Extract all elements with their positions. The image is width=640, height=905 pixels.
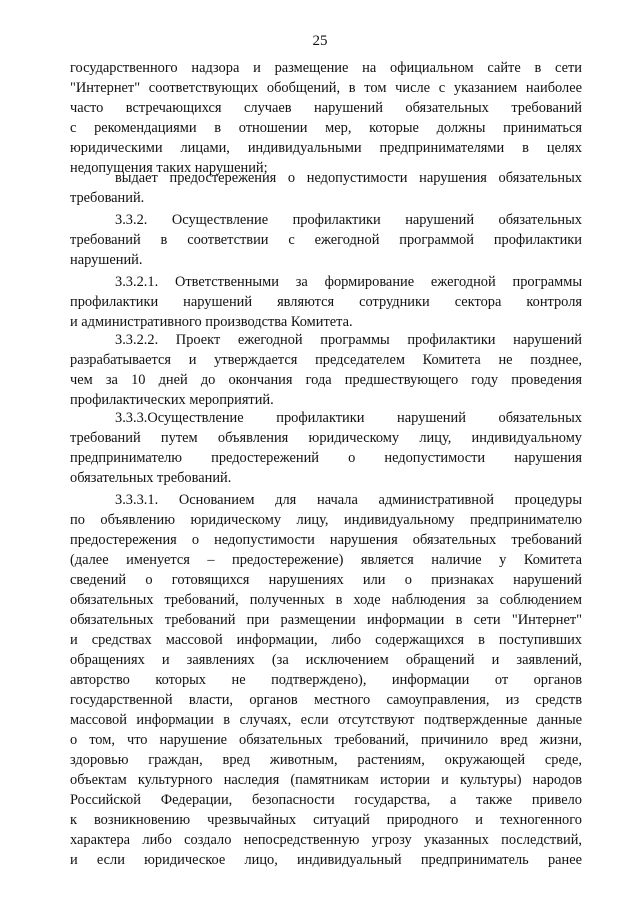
text-line: 3.3.2. Осуществление профилактики нарушений обязательных	[115, 212, 582, 228]
text-line: требований.	[70, 190, 145, 206]
text-line: требований путем объявления юридическому лицу, индивидуальному	[70, 430, 582, 446]
text-line: обращениях и заявлениях (за исключением обращений и заявлений,	[70, 652, 582, 668]
text-line: и средствах массовой информации, либо содержащихся в поступивших	[70, 632, 582, 648]
text-line: обязательных требований, полученных в ходе наблюдения за соблюдением	[70, 592, 582, 608]
text-line: юридическими лицами, индивидуальными предпринимателями в целях	[70, 140, 582, 156]
text-line: чем за 10 дней до окончания года предшествующего году проведения	[70, 372, 582, 388]
text-line: авторство которых не подтверждено), информации от органов	[70, 672, 582, 688]
page-number: 25	[312, 33, 328, 49]
text-line: по объявлению юридическому лицу, индивидуальному предпринимателю	[70, 512, 582, 528]
text-line: требований в соответствии с ежегодной программой профилактики	[70, 232, 582, 248]
text-line: здоровью граждан, вред животным, растениям, окружающей среде,	[70, 752, 582, 768]
text-line: 3.3.2.1. Ответственными за формирование ежегодной программы	[115, 274, 582, 290]
text-line: недопущения таких нарушений;	[70, 160, 268, 176]
text-line: предпринимателю предостережений о недопустимости нарушения	[70, 450, 582, 466]
text-line: о том, что нарушение обязательных требований, причинило вред жизни,	[70, 732, 582, 748]
text-line: 3.3.3.1. Основанием для начала административной процедуры	[115, 492, 582, 508]
text-line: (далее именуется – предостережение) является наличие у Комитета	[70, 552, 582, 568]
text-line: предостережения о недопустимости нарушения обязательных требований	[70, 532, 582, 548]
text-line: Российской Федерации, безопасности государства, а также привело	[70, 792, 582, 808]
text-line: и административного производства Комитета.	[70, 314, 353, 330]
text-line: профилактики нарушений являются сотрудники сектора контроля	[70, 294, 582, 310]
text-line: характера либо создало непосредственную угрозу указанных последствий,	[70, 832, 582, 848]
text-line: обязательных требований при размещении информации в сети "Интернет"	[70, 612, 582, 628]
text-line: массовой информации в случаях, если отсутствуют подтвержденные данные	[70, 712, 582, 728]
text-line: сведений о готовящихся нарушениях или о признаках нарушений	[70, 572, 582, 588]
text-line: "Интернет" соответствующих обобщений, в том числе с указанием наиболее	[70, 80, 582, 96]
text-line: с рекомендациями в отношении мер, которые должны приниматься	[70, 120, 582, 136]
text-line: и если юридическое лицо, индивидуальный предприниматель ранее	[70, 852, 582, 868]
text-line: государственной власти, органов местного самоуправления, из средств	[70, 692, 582, 708]
text-line: к возникновению чрезвычайных ситуаций природного и техногенного	[70, 812, 582, 828]
text-line: нарушений.	[70, 252, 143, 268]
text-line: объектам культурного наследия (памятникам истории и культуры) народов	[70, 772, 582, 788]
text-line: разрабатывается и утверждается председателем Комитета не позднее,	[70, 352, 582, 368]
text-line: государственного надзора и размещение на официальном сайте в сети	[70, 60, 582, 76]
text-line: выдает предостережения о недопустимости нарушения обязательных	[115, 170, 582, 186]
text-line: обязательных требований.	[70, 470, 232, 486]
text-line: профилактических мероприятий.	[70, 392, 274, 408]
text-line: часто встречающихся случаев нарушений обязательных требований	[70, 100, 582, 116]
text-line: 3.3.2.2. Проект ежегодной программы профилактики нарушений	[115, 332, 582, 348]
text-line: 3.3.3.Осуществление профилактики нарушений обязательных	[115, 410, 582, 426]
